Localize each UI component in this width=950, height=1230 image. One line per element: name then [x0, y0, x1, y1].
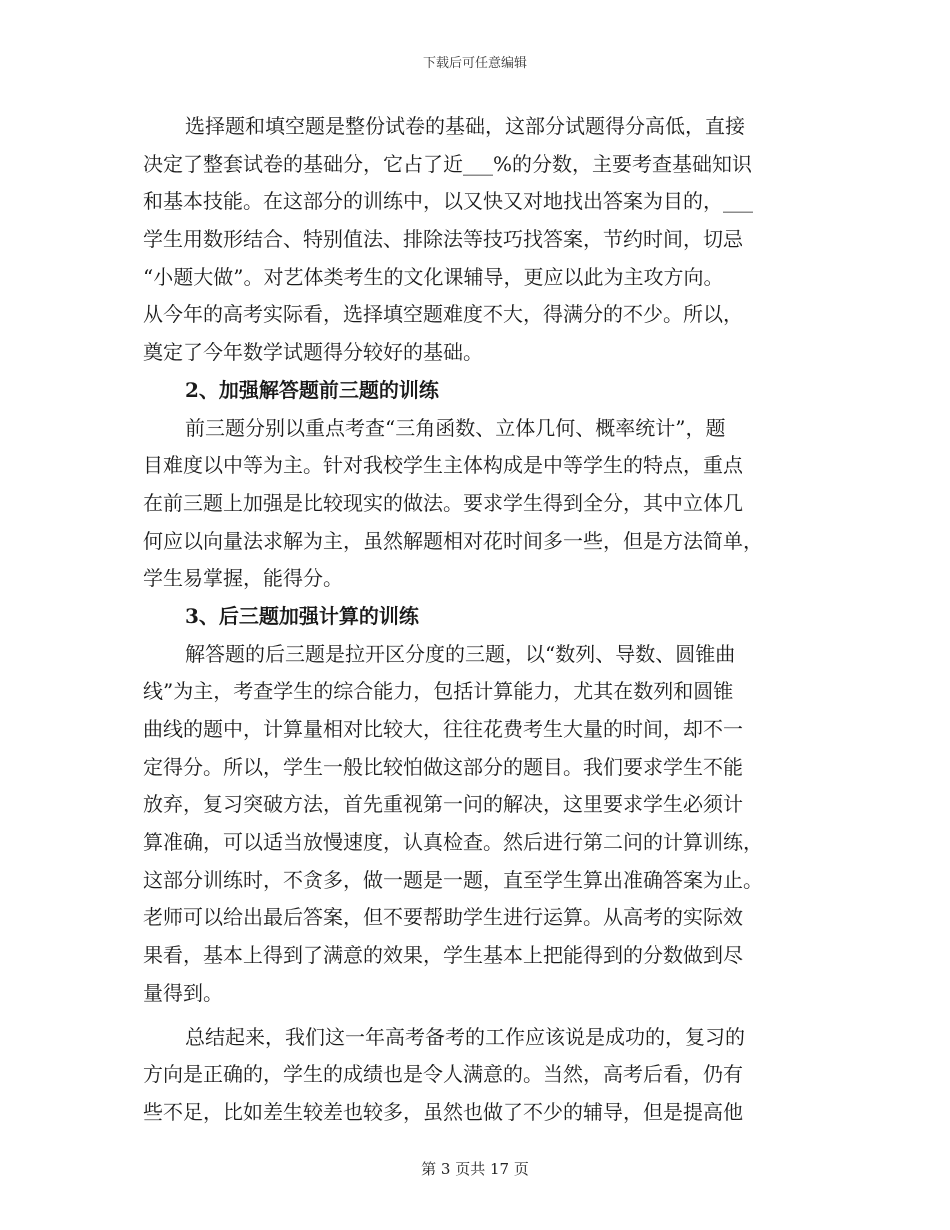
document-body — [143, 108, 803, 1132]
paragraph-line: 学生用数形结合、特别值法、排除法等技巧找答案，节约时间，切忌 — [143, 227, 743, 252]
paragraph-line: 方向是正确的，学生的成绩也是令人满意的。当然，高考后看，仍有 — [143, 1062, 743, 1087]
paragraph-line: 选择题和填空题是整份试卷的基础，这部分试题得分高低，直接 — [185, 114, 745, 138]
paragraph-line: 学生易掌握，能得分。 — [143, 566, 343, 591]
section-heading: 2、加强解答题前三题的训练 — [185, 377, 439, 402]
paragraph-line: 解答题的后三题是拉开区分度的三题，以“数列、导数、圆锥曲 — [185, 641, 736, 666]
paragraph-line: 曲线的题中，计算量相对比较大，往往花费考生大量的时间，却不一 — [143, 717, 743, 741]
paragraph-line: 定得分。所以，学生一般比较怕做这部分的题目。我们要求学生不能 — [143, 754, 743, 779]
paragraph-line: 老师可以给出最后答案，但不要帮助学生进行运算。从高考的实际效 — [143, 905, 743, 930]
paragraph-line: 奠定了今年数学试题得分较好的基础。 — [143, 340, 483, 365]
paragraph-line: 这部分训练时，不贪多，做一题是一题，直至学生算出准确答案为止。 — [143, 867, 763, 892]
paragraph-line: 量得到。 — [143, 980, 223, 1005]
paragraph-line: 放弃，复习突破方法，首先重视第一问的解决，这里要求学生必须计 — [143, 792, 743, 817]
paragraph-line: 前三题分别以重点考查“三角函数、立体几何、概率统计”，题 — [185, 415, 726, 440]
paragraph-line: 何应以向量法求解为主，虽然解题相对花时间多一些，但是方法简单， — [143, 528, 763, 553]
paragraph-line: 果看，基本上得到了满意的效果，学生基本上把能得到的分数做到尽 — [143, 943, 743, 968]
paragraph-line: 从今年的高考实际看，选择填空题难度不大，得满分的不少。所以， — [143, 302, 743, 327]
paragraph-line: 在前三题上加强是比较现实的做法。要求学生得到全分，其中立体几 — [143, 490, 743, 515]
paragraph-line: 决定了整套试卷的基础分，它占了近___%的分数，主要考查基础知识 — [143, 151, 753, 176]
paragraph-line: “小题大做”。对艺体类考生的文化课辅导，更应以此为主攻方向。 — [143, 264, 724, 289]
paragraph-line: 线”为主，考查学生的综合能力，包括计算能力，尤其在数列和圆锥 — [143, 679, 734, 704]
page-number-footer: 第 3 页共 17 页 — [421, 1160, 529, 1178]
paragraph-line: 总结起来，我们这一年高考备考的工作应该说是成功的，复习的 — [185, 1024, 745, 1049]
section-heading: 3、后三题加强计算的训练 — [185, 603, 419, 628]
paragraph-line: 目难度以中等为主。针对我校学生主体构成是中等学生的特点，重点 — [143, 453, 743, 478]
paragraph-line: 些不足，比如差生较差也较多，虽然也做了不少的辅导，但是提高他 — [143, 1099, 743, 1124]
page-header: 下载后可任意编辑 — [422, 56, 527, 71]
paragraph-line: 算准确，可以适当放慢速度，认真检查。然后进行第二问的计算训练， — [143, 830, 763, 855]
paragraph-line: 和基本技能。在这部分的训练中，以又快又对地找出答案为目的，___ — [143, 189, 753, 214]
